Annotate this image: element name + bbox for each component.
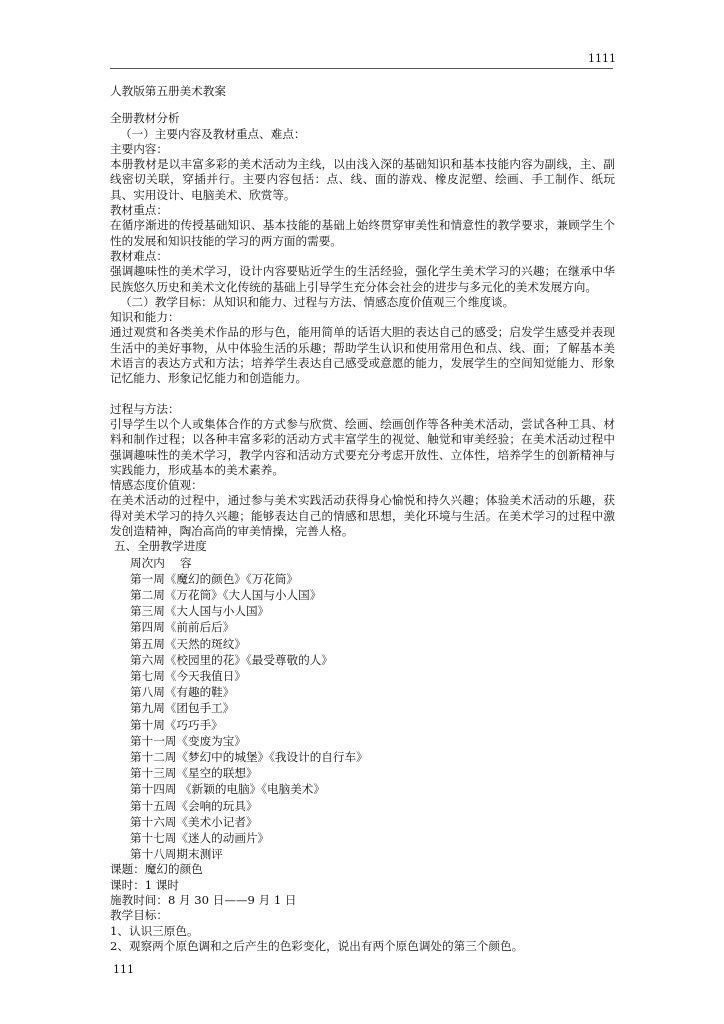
lesson-goal-1: 1、认识三原色。 [110, 923, 199, 938]
content-label: 主要内容： [110, 141, 168, 156]
schedule-column-header: 周次内 容 [130, 555, 192, 570]
schedule-week-item: 第十周《巧巧手》 [130, 717, 223, 732]
page-header-number: 1111 [588, 52, 616, 65]
schedule-week-item: 第三周《大人国与小人国》 [130, 604, 270, 619]
document-body [110, 84, 615, 954]
lesson-topic: 课题：魔幻的颜色 [110, 862, 203, 877]
difficult-paragraph: 强调趣味性的美术学习，设计内容要贴近学生的生活经验，强化学生美术学习的兴趣；在继承中华民族悠久历史和美术文化传统的基础上引导学生充分体会社会的进步与多元化的美术发展方向。 [110, 264, 615, 294]
schedule-week-item: 第十七周《迷人的动画片》 [130, 831, 270, 846]
schedule-week-item: 第十二周《梦幻中的城堡》《我设计的自行车》 [130, 750, 368, 765]
lesson-hours: 课时：1 课时 [110, 877, 180, 892]
difficult-label: 教材难点： [110, 248, 168, 263]
schedule-heading: 五、全册教学进度 [114, 539, 207, 554]
header-rule [110, 68, 613, 69]
emotion-label: 情感态度价值观： [110, 478, 203, 493]
schedule-week-item: 第八周《有趣的鞋》 [130, 685, 235, 700]
schedule-list [110, 571, 615, 863]
schedule-week-item: 第五周《天然的斑纹》 [130, 636, 246, 651]
schedule-week-item: 第七周《今天我值日》 [130, 669, 246, 684]
key-label: 教材重点： [110, 203, 168, 218]
lesson-date: 施教时间：8 月 30 日——9 月 1 日 [110, 893, 297, 908]
knowledge-label: 知识和能力： [110, 310, 180, 325]
schedule-week-item: 第六周《校园里的花》《最受尊敬的人》 [130, 652, 333, 667]
content-paragraph: 本册教材是以丰富多彩的美术活动为主线，以由浅入深的基础知识和基本技能内容为副线，主、副线密切关联，穿插并行。主要内容包括：点、线、面的游戏、橡皮泥塑、绘画、手工制作、纸玩具、实用设计、电脑美术、欣赏等。 [110, 157, 615, 202]
process-paragraph: 引导学生以个人或集体合作的方式参与欣赏、绘画、绘画创作等各种美术活动，尝试各种工具、材料和制作过程；以各种丰富多彩的活动方式丰富学生的视觉、触觉和审美经验；在美术活动过程中强调趣味性的美术学习，教学内容和活动方式要充分考虑开放性、立体性，培养学生的创新精神与实践能力，形成基本的美术素养。 [110, 416, 615, 477]
emotion-paragraph: 在美术活动的过程中，通过参与美术实践活动获得身心愉悦和持久兴趣；体验美术活动的乐趣，获得对美术学习的持久兴趣；能够表达自己的情感和思想，美化环境与生活。在美术学习的过程中激发创造精神，陶冶高尚的审美情操，完善人格。 [110, 493, 615, 539]
blank-line [110, 387, 615, 402]
schedule-week-item: 第十五周《会响的玩具》 [130, 798, 258, 813]
document-title: 人教版第五册美术教案 [110, 84, 226, 98]
schedule-week-item: 第九周《团包手工》 [130, 701, 235, 716]
schedule-week-item: 第十一周《变废为宝》 [130, 733, 246, 748]
page-footer-number: 111 [113, 963, 134, 976]
schedule-week-item: 第一周《魔幻的颜色》《万花筒》 [130, 571, 299, 586]
process-label: 过程与方法： [110, 401, 180, 416]
section-heading-2: （二）教学目标：从知识和能力、过程与方法、情感态度价值观三个维度谈。 [120, 294, 515, 309]
schedule-week-item: 第十八周期末测评 [130, 847, 223, 862]
schedule-week-item: 第十四周 《新颖的电脑》《电脑美术》 [130, 782, 325, 797]
knowledge-paragraph: 通过观赏和各类美术作品的形与色，能用简单的话语大胆的表达自己的感受；启发学生感受并表现生活中的美好事物，从中体验生活的乐趣；帮助学生认识和使用常用色和点、线、面；了解基本美术语言的表达方式和方法；培养学生表达自己感受或意愿的能力，发展学生的空间知觉能力、形象记忆能力、形象记忆能力和创造能力。 [110, 325, 615, 386]
lesson-goals-label: 教学目标： [110, 908, 168, 923]
analysis-heading: 全册教材分析 [110, 111, 180, 126]
key-paragraph: 在循序渐进的传授基础知识、基本技能的基础上始终贯穿审美性和情意性的教学要求，兼顾学生个性的发展和知识技能的学习的两方面的需要。 [110, 218, 615, 248]
section-heading-1: （一）主要内容及教材重点、难点： [120, 126, 306, 141]
schedule-week-item: 第二周《万花筒》《大人国与小人国》 [130, 588, 322, 603]
lesson-goal-2: 2、观察两个原色调和之后产生的色彩变化，说出有两个原色调处的第三个颜色。 [110, 938, 524, 953]
schedule-week-item: 第十六周《美术小记者》 [130, 814, 258, 829]
schedule-week-item: 第十三周《星空的联想》 [130, 766, 258, 781]
schedule-week-item: 第四周《前前后后》 [130, 620, 235, 635]
